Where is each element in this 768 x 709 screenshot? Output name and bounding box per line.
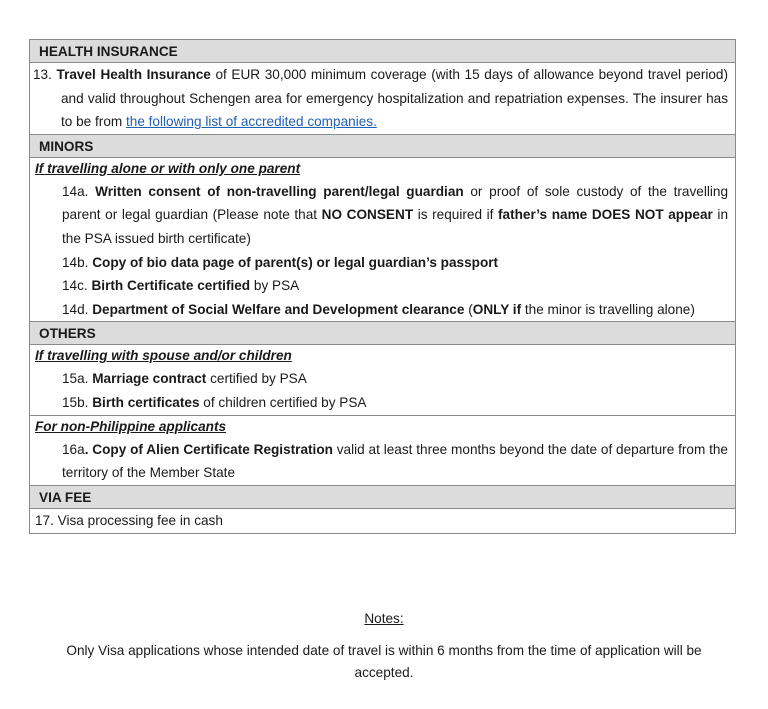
item-title: Birth certificates (92, 394, 200, 410)
item-text: the minor is travelling alone) (521, 301, 695, 317)
section-header-minors: MINORS (30, 135, 735, 158)
item-number: 14a. (62, 183, 96, 199)
item-text: in the PSA issued birth certificate) (62, 207, 729, 246)
subheader-spouse-children: If travelling with spouse and/or children (35, 348, 292, 364)
item-number: 14b. (62, 254, 93, 270)
item-text: valid at least three months beyond the date of departure from the territory of the Member State (62, 441, 728, 481)
item-title: Copy of bio data page of parent(s) or legal guardian’s passport (92, 254, 499, 270)
item-text: of EUR 30,000 minimum coverage (with 15 days of allowance beyond travel period) and valid throughout Schengen area for emergency hospitalization and repatriation expenses. The insurer has to be from (61, 67, 729, 130)
item-number: 13. (33, 67, 52, 82)
accredited-companies-link[interactable]: the following list of accredited companies. (125, 114, 377, 130)
item-title: Travel Health Insurance (56, 67, 211, 82)
item-emphasis: father’s name DOES NOT appear (498, 207, 713, 223)
item-number: 14c. (62, 278, 92, 294)
subheader-alone-or-one-parent: If travelling alone or with only one parent (35, 160, 301, 176)
item-number: 15a. (62, 371, 93, 387)
item-number: 15b. (62, 394, 93, 410)
item-14a-written-consent (30, 180, 735, 251)
item-14b-bio-data-page (30, 251, 735, 275)
item-15a-marriage-contract (30, 367, 735, 391)
item-15b-birth-certificates (30, 391, 735, 415)
item-title: . Copy of Alien Certificate Registration (84, 441, 333, 457)
item-text: ( (464, 301, 473, 317)
section-body-others (30, 345, 735, 485)
item-title: Birth Certificate certified (91, 278, 251, 294)
item-title: Department of Social Welfare and Development clearance (92, 301, 465, 317)
item-text: by PSA (250, 278, 300, 294)
item-text: is required if (413, 207, 499, 223)
notes-title: Notes: (364, 611, 404, 626)
section-header-health-insurance: HEALTH INSURANCE (30, 40, 735, 63)
item-emphasis: ONLY if (472, 301, 522, 317)
section-body-health-insurance (30, 63, 735, 135)
notes-text: Only Visa applications whose intended date of travel is within 6 months from the time of application will be accepted. (66, 643, 702, 680)
item-text: or proof of sole custody of the travelling parent or legal guardian (Please note that (62, 183, 729, 223)
item-13-travel-health-insurance (30, 63, 735, 134)
item-17-visa-fee: 17. Visa processing fee in cash (35, 512, 223, 528)
item-14d-dswd-clearance (30, 298, 735, 322)
item-text: certified by PSA (206, 371, 307, 387)
section-body-minors (30, 158, 735, 323)
item-title: Marriage contract (92, 371, 207, 387)
subheader-non-philippine: For non-Philippine applicants (30, 415, 735, 438)
item-title: Written consent of non-travelling parent/legal guardian (95, 183, 464, 199)
section-header-others: OTHERS (30, 322, 735, 345)
section-body-via-fee (30, 509, 735, 533)
item-text: of children certified by PSA (199, 394, 367, 410)
item-number: 16a (62, 441, 85, 457)
item-number: 14d. (62, 301, 93, 317)
item-16a-alien-certificate (30, 438, 735, 485)
requirements-table (29, 39, 736, 534)
item-14c-birth-certificate (30, 274, 735, 298)
item-emphasis: NO CONSENT (321, 207, 414, 223)
section-header-via-fee: VIA FEE (30, 486, 735, 509)
